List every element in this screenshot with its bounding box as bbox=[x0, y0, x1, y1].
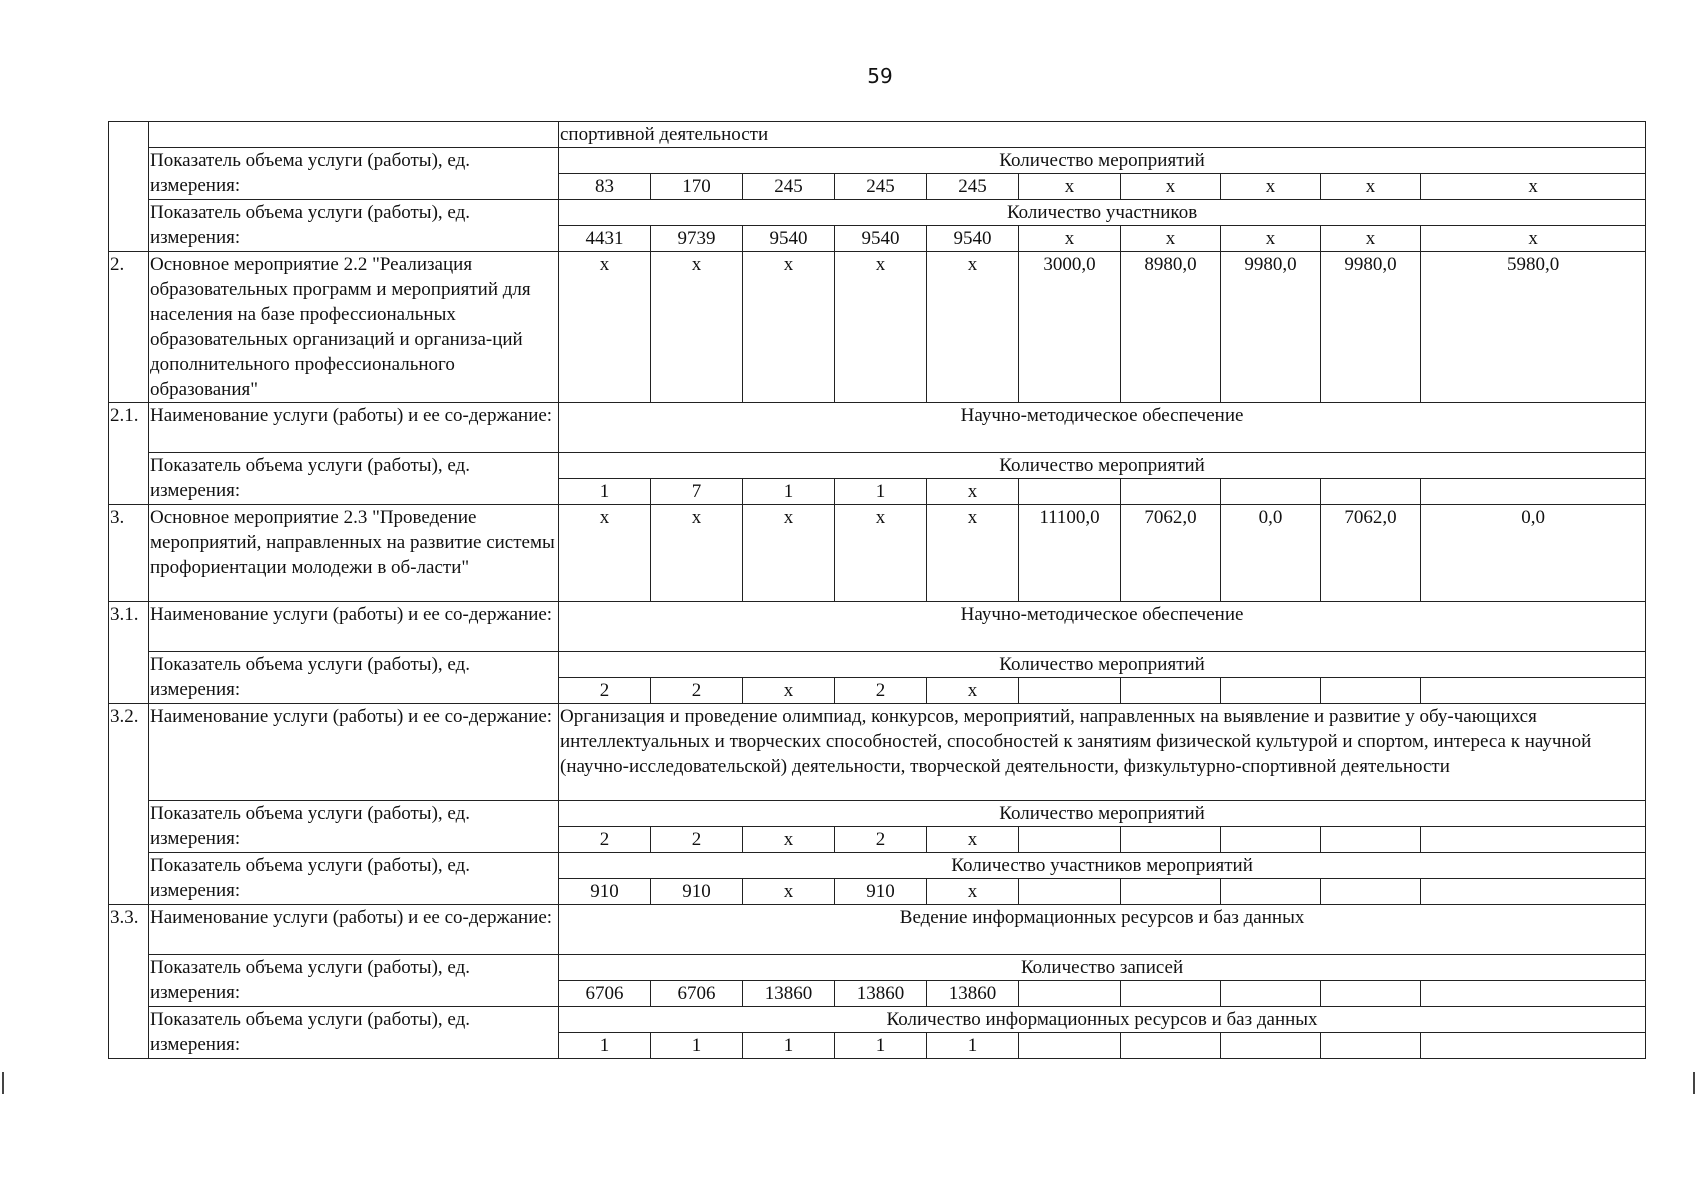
value-cell: 910 bbox=[559, 879, 651, 905]
value-cell bbox=[1421, 981, 1646, 1007]
value-cell bbox=[1221, 479, 1321, 505]
value-cell: х bbox=[1121, 226, 1221, 252]
value-cell: 7062,0 bbox=[1321, 505, 1421, 602]
indicator-unit: Количество мероприятий bbox=[559, 453, 1646, 479]
indicator-unit: Количество мероприятий bbox=[559, 148, 1646, 174]
value-cell: 910 bbox=[835, 879, 927, 905]
value-cell: 2 bbox=[651, 678, 743, 704]
value-cell bbox=[1321, 479, 1421, 505]
value-cell: х bbox=[927, 879, 1019, 905]
indicator-unit: Количество записей bbox=[559, 955, 1646, 981]
value-cell: х bbox=[651, 505, 743, 602]
value-cell: х bbox=[835, 252, 927, 403]
indicator-label: Показатель объема услуги (работы), ед. измерения: bbox=[149, 955, 559, 1007]
value-cell bbox=[1019, 678, 1121, 704]
row-index: 2. bbox=[109, 252, 149, 403]
value-cell bbox=[1019, 1033, 1121, 1059]
value-cell bbox=[1421, 827, 1646, 853]
value-cell: 1 bbox=[559, 1033, 651, 1059]
value-cell: 13860 bbox=[927, 981, 1019, 1007]
value-cell: х bbox=[927, 252, 1019, 403]
value-cell bbox=[1421, 479, 1646, 505]
value-cell: 910 bbox=[651, 879, 743, 905]
value-cell: 9540 bbox=[835, 226, 927, 252]
value-cell: 0,0 bbox=[1421, 505, 1646, 602]
value-cell: х bbox=[559, 252, 651, 403]
value-cell: х bbox=[743, 879, 835, 905]
value-cell bbox=[1221, 827, 1321, 853]
value-cell: х bbox=[835, 505, 927, 602]
value-cell: х bbox=[1019, 174, 1121, 200]
index-cell bbox=[109, 148, 149, 200]
continuation-text: спортивной деятельности bbox=[559, 122, 1646, 148]
value-cell: 1 bbox=[835, 1033, 927, 1059]
index-cell bbox=[109, 200, 149, 252]
index-cell bbox=[109, 652, 149, 704]
value-cell: 245 bbox=[743, 174, 835, 200]
indicator-label: Показатель объема услуги (работы), ед. измерения: bbox=[149, 801, 559, 853]
value-cell: 6706 bbox=[559, 981, 651, 1007]
value-cell bbox=[1221, 1033, 1321, 1059]
indicator-label: Показатель объема услуги (работы), ед. измерения: bbox=[149, 652, 559, 704]
value-cell: х bbox=[1421, 174, 1646, 200]
value-cell: х bbox=[651, 252, 743, 403]
value-cell: 6706 bbox=[651, 981, 743, 1007]
data-table bbox=[108, 121, 1646, 1059]
indicator-unit: Количество участников bbox=[559, 200, 1646, 226]
value-cell bbox=[1121, 879, 1221, 905]
value-cell bbox=[1019, 981, 1121, 1007]
row-index: 3.2. bbox=[109, 704, 149, 801]
value-cell: х bbox=[1321, 226, 1421, 252]
value-cell: 7 bbox=[651, 479, 743, 505]
value-cell bbox=[1221, 879, 1321, 905]
value-cell: 4431 bbox=[559, 226, 651, 252]
value-cell: х bbox=[1019, 226, 1121, 252]
value-cell bbox=[1019, 827, 1121, 853]
value-cell bbox=[1421, 879, 1646, 905]
value-cell: 9540 bbox=[743, 226, 835, 252]
main-activity-label: Основное мероприятие 2.3 "Проведение мероприятий, направленных на развитие системы профориентации молодежи в об-ласти" bbox=[149, 505, 559, 602]
value-cell: 170 bbox=[651, 174, 743, 200]
value-cell bbox=[1321, 678, 1421, 704]
indicator-label: Показатель объема услуги (работы), ед. измерения: bbox=[149, 148, 559, 200]
indicator-unit: Количество информационных ресурсов и баз данных bbox=[559, 1007, 1646, 1033]
value-cell: х bbox=[1221, 226, 1321, 252]
value-cell bbox=[1221, 678, 1321, 704]
value-cell: 5980,0 bbox=[1421, 252, 1646, 403]
value-cell bbox=[1421, 1033, 1646, 1059]
value-cell: х bbox=[927, 827, 1019, 853]
value-cell bbox=[1121, 479, 1221, 505]
value-cell: 9540 bbox=[927, 226, 1019, 252]
row-index: 3.3. bbox=[109, 905, 149, 955]
value-cell: 2 bbox=[559, 827, 651, 853]
value-cell: 11100,0 bbox=[1019, 505, 1121, 602]
value-cell: х bbox=[927, 479, 1019, 505]
value-cell: 245 bbox=[835, 174, 927, 200]
value-cell: 1 bbox=[651, 1033, 743, 1059]
value-cell: х bbox=[743, 678, 835, 704]
service-name-value: Научно-методическое обеспечение bbox=[559, 403, 1646, 453]
index-cell bbox=[109, 801, 149, 853]
value-cell: х bbox=[743, 252, 835, 403]
value-cell bbox=[1121, 1033, 1221, 1059]
value-cell: х bbox=[1421, 226, 1646, 252]
index-cell bbox=[109, 122, 149, 148]
indicator-label: Показатель объема услуги (работы), ед. измерения: bbox=[149, 1007, 559, 1059]
value-cell bbox=[1321, 1033, 1421, 1059]
value-cell: х bbox=[1321, 174, 1421, 200]
row-index: 3. bbox=[109, 505, 149, 602]
value-cell: 2 bbox=[835, 827, 927, 853]
value-cell bbox=[1321, 981, 1421, 1007]
value-cell bbox=[1321, 879, 1421, 905]
value-cell bbox=[1221, 981, 1321, 1007]
value-cell: 13860 bbox=[835, 981, 927, 1007]
service-name-value: Организация и проведение олимпиад, конкурсов, мероприятий, направленных на выявление и развитие у обу-чающихся интеллектуальных и творческих способностей, способностей к занятиям физической культурой и спортом, интереса к научной (научно-исследовательской) деятельности, творческой деятельности, физкультурно-спортивной деятельности bbox=[559, 704, 1646, 801]
value-cell bbox=[1019, 479, 1121, 505]
value-cell: 9980,0 bbox=[1321, 252, 1421, 403]
value-cell: 3000,0 bbox=[1019, 252, 1121, 403]
value-cell: х bbox=[927, 505, 1019, 602]
index-cell bbox=[109, 955, 149, 1007]
value-cell: х bbox=[1121, 174, 1221, 200]
value-cell bbox=[1321, 827, 1421, 853]
row-index: 2.1. bbox=[109, 403, 149, 453]
value-cell: 1 bbox=[835, 479, 927, 505]
value-cell bbox=[1121, 678, 1221, 704]
value-cell bbox=[1421, 678, 1646, 704]
indicator-label: Показатель объема услуги (работы), ед. измерения: bbox=[149, 853, 559, 905]
value-cell: 8980,0 bbox=[1121, 252, 1221, 403]
value-cell: х bbox=[743, 827, 835, 853]
value-cell: х bbox=[743, 505, 835, 602]
value-cell: 2 bbox=[651, 827, 743, 853]
service-name-value: Ведение информационных ресурсов и баз данных bbox=[559, 905, 1646, 955]
main-activity-label: Основное мероприятие 2.2 "Реализация образовательных программ и мероприятий для населения на базе профессиональных образовательных организаций и организа-ций дополнительного профессионального образования" bbox=[149, 252, 559, 403]
value-cell: 9980,0 bbox=[1221, 252, 1321, 403]
indicator-label: Показатель объема услуги (работы), ед. измерения: bbox=[149, 200, 559, 252]
value-cell: 0,0 bbox=[1221, 505, 1321, 602]
indicator-unit: Количество мероприятий bbox=[559, 652, 1646, 678]
value-cell: 245 bbox=[927, 174, 1019, 200]
index-cell bbox=[109, 453, 149, 505]
value-cell: 13860 bbox=[743, 981, 835, 1007]
service-name-label: Наименование услуги (работы) и ее со-держание: bbox=[149, 704, 559, 801]
value-cell bbox=[1019, 879, 1121, 905]
indicator-label: Показатель объема услуги (работы), ед. измерения: bbox=[149, 453, 559, 505]
index-cell bbox=[109, 1007, 149, 1059]
service-name-value: Научно-методическое обеспечение bbox=[559, 602, 1646, 652]
value-cell bbox=[1121, 827, 1221, 853]
indicator-unit: Количество мероприятий bbox=[559, 801, 1646, 827]
value-cell: 2 bbox=[835, 678, 927, 704]
value-cell: х bbox=[559, 505, 651, 602]
index-cell bbox=[109, 853, 149, 905]
left-margin-mark bbox=[2, 1072, 4, 1094]
value-cell: х bbox=[1221, 174, 1321, 200]
service-name-label: Наименование услуги (работы) и ее со-держание: bbox=[149, 403, 559, 453]
value-cell: 2 bbox=[559, 678, 651, 704]
value-cell: 1 bbox=[559, 479, 651, 505]
indicator-unit: Количество участников мероприятий bbox=[559, 853, 1646, 879]
value-cell: х bbox=[927, 678, 1019, 704]
value-cell: 7062,0 bbox=[1121, 505, 1221, 602]
value-cell: 1 bbox=[743, 479, 835, 505]
value-cell bbox=[1121, 981, 1221, 1007]
service-name-label: Наименование услуги (работы) и ее со-держание: bbox=[149, 602, 559, 652]
page-number: 59 bbox=[867, 64, 893, 88]
label-cell bbox=[149, 122, 559, 148]
value-cell: 1 bbox=[743, 1033, 835, 1059]
service-name-label: Наименование услуги (работы) и ее со-держание: bbox=[149, 905, 559, 955]
value-cell: 1 bbox=[927, 1033, 1019, 1059]
right-margin-mark bbox=[1693, 1072, 1695, 1094]
row-index: 3.1. bbox=[109, 602, 149, 652]
value-cell: 9739 bbox=[651, 226, 743, 252]
value-cell: 83 bbox=[559, 174, 651, 200]
